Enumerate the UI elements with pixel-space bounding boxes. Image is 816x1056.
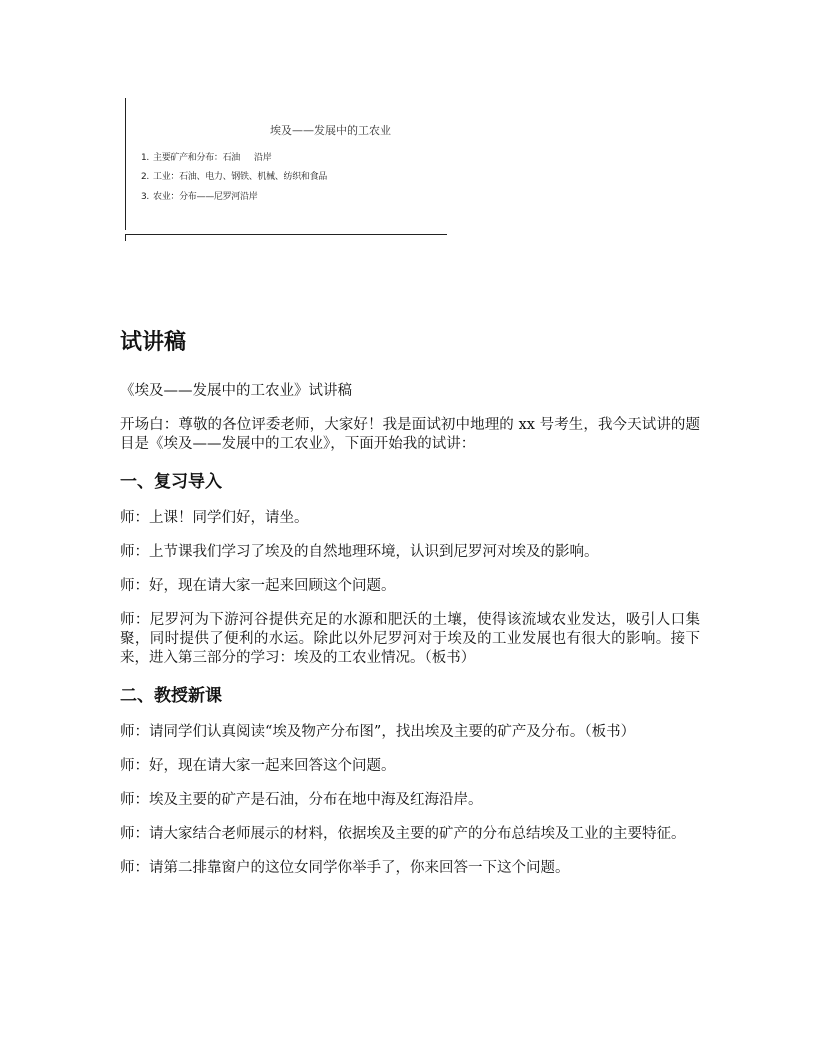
board-item-number: 2. xyxy=(141,172,149,182)
board-item-number: 1. xyxy=(141,153,149,163)
paragraph: 师：好，现在请大家一起来回答这个问题。 xyxy=(120,758,396,774)
paragraph: 师：上课！同学们好，请坐。 xyxy=(120,510,309,526)
board-writing-image xyxy=(125,98,447,242)
board-corner-tick xyxy=(125,235,126,241)
paragraph: 师：请同学们认真阅读“埃及物产分布图”，找出埃及主要的矿产及分布。（板书） xyxy=(120,724,636,740)
board-item-text: 农业：分布——尼罗河沿岸 xyxy=(153,192,258,202)
paragraph: 师：请第二排靠窗户的这位女同学你举手了，你来回答一下这个问题。 xyxy=(120,860,570,876)
section-heading-review: 一、复习导入 xyxy=(120,472,222,492)
board-title: 埃及——发展中的工农业 xyxy=(270,124,391,137)
board-item-number: 3. xyxy=(141,192,149,202)
board-item-extra: 沿岸 xyxy=(254,153,272,163)
paragraph: 师：上节课我们学习了埃及的自然地理环境，认识到尼罗河对埃及的影响。 xyxy=(120,544,599,560)
section-heading-new-lesson: 二、教授新课 xyxy=(120,686,222,706)
board-item-text: 主要矿产和分布：石油 xyxy=(153,153,241,163)
board-item-1 xyxy=(141,150,271,163)
opening-paragraph: 开场白：尊敬的各位评委老师，大家好！我是面试初中地理的 xx 号考生，我今天试讲的题目是《埃及——发展中的工农业》，下面开始我的试讲： xyxy=(120,417,700,452)
document-title: 试讲稿 xyxy=(120,330,187,355)
board-item-text: 工业：石油、电力、钢铁、机械、纺织和食品 xyxy=(153,172,328,182)
board-left-border xyxy=(125,98,126,230)
paragraph: 师：好，现在请大家一起来回顾这个问题。 xyxy=(120,578,396,594)
paragraph: 师：尼罗河为下游河谷提供充足的水源和肥沃的土壤，使得该流域农业发达，吸引人口集聚，同时提供了便利的水运。除此以外尼罗河对于埃及的工业发展也有很大的影响。接下来，进入第三部分的学习：埃及的工农业情况。（板书） xyxy=(120,612,700,666)
board-bottom-border xyxy=(125,234,447,235)
paragraph: 师：埃及主要的矿产是石油，分布在地中海及红海沿岸。 xyxy=(120,792,483,808)
document-body xyxy=(120,326,700,893)
paragraph: 师：请大家结合老师展示的材料，依据埃及主要的矿产的分布总结埃及工业的主要特征。 xyxy=(120,826,686,842)
board-item-3 xyxy=(141,189,257,202)
document-subtitle: 《埃及——发展中的工农业》试讲稿 xyxy=(120,383,352,399)
board-item-2 xyxy=(141,169,327,182)
